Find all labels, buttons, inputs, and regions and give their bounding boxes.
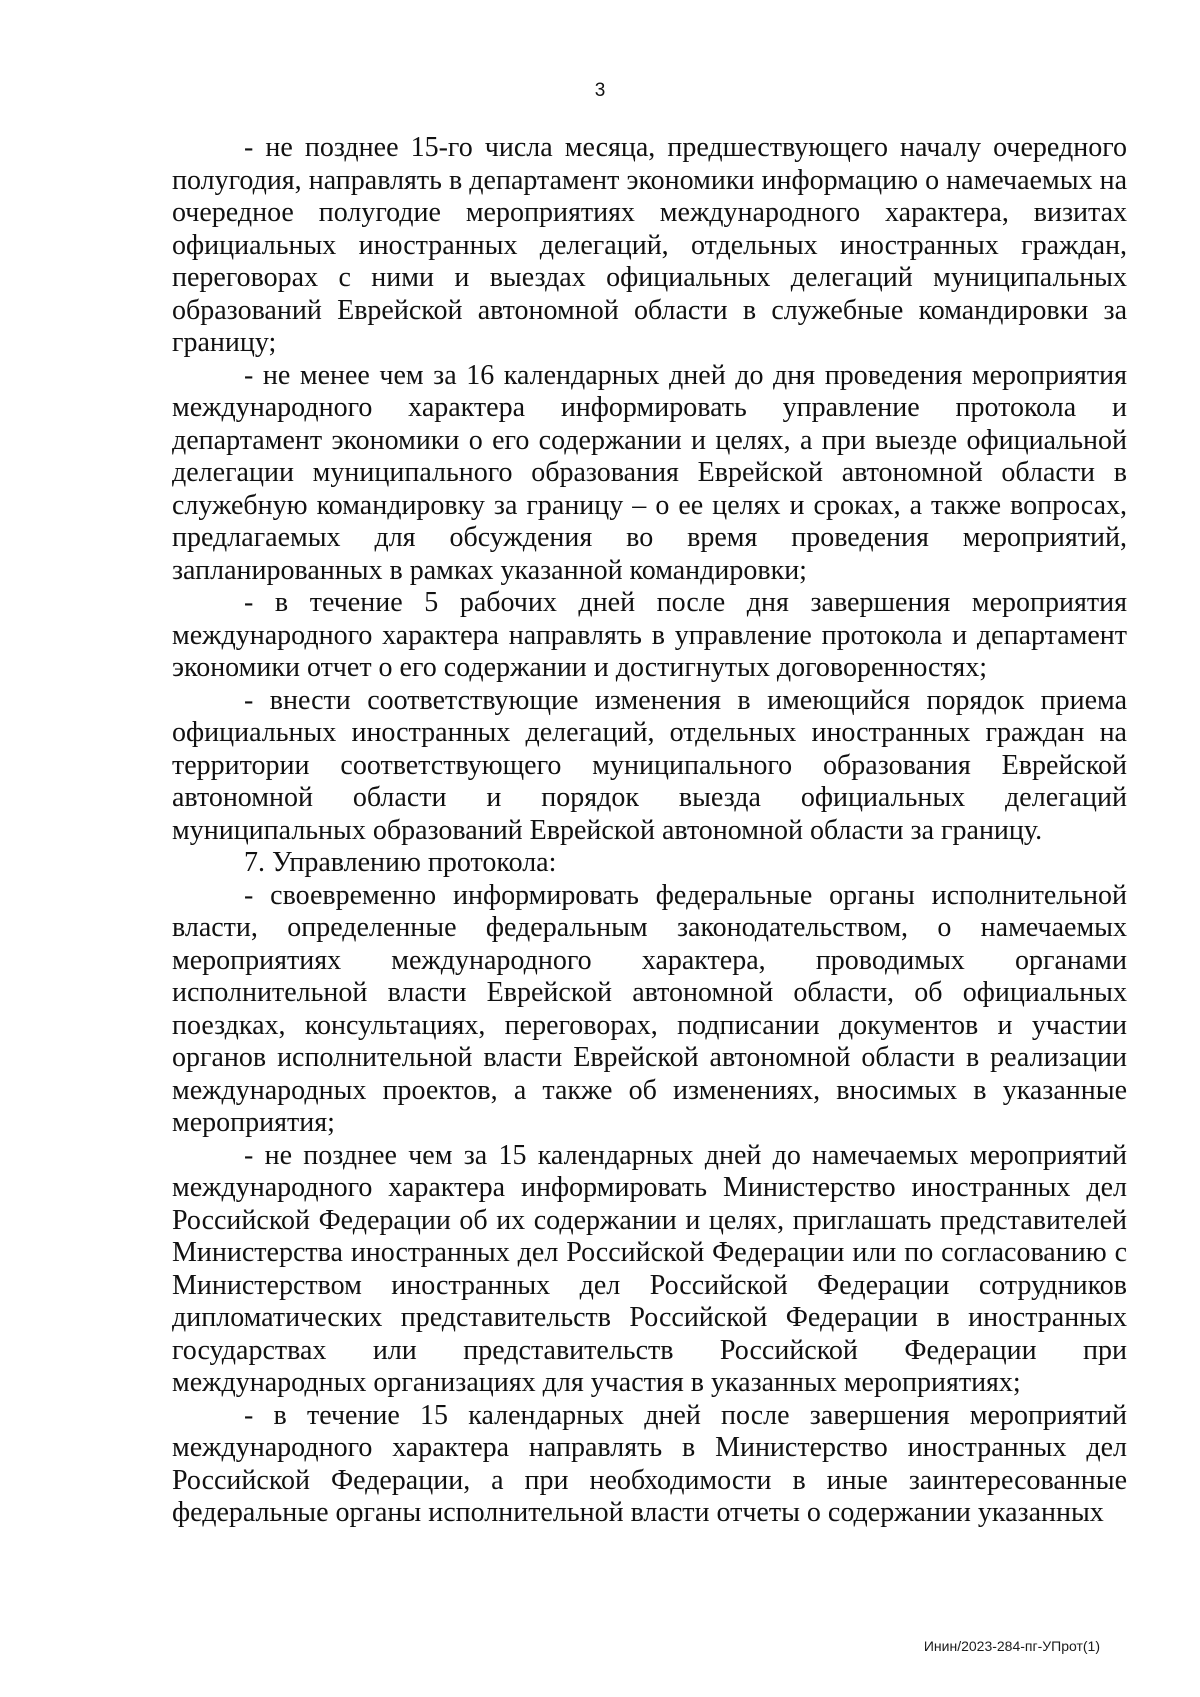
paragraph-15-days-mfa: - не позднее чем за 15 календарных дней до намечаемых мероприятий международного характера информировать Министерство иностранных дел Российской Федерации об их содержании и целях, приглашать представителей Министерства иностранных дел Российской Федерации или по согласованию с Министерством иностранных дел Российской Федерации сотрудников дипломатических представительств Российской Федерации в иностранных государствах или представительств Российской Федерации при международных организациях для участия в указанных мероприятиях; bbox=[172, 1139, 1127, 1398]
section-heading-protocol: 7. Управлению протокола: bbox=[244, 847, 557, 878]
page-number: 3 bbox=[594, 80, 606, 101]
paragraph-5-days-report: - в течение 5 рабочих дней после дня завершения мероприятия международного характера направлять в управление протокола и департамент экономики отчет о его содержании и достигнутых договоренностях; bbox=[172, 587, 1127, 683]
paragraph-amend-procedure: - внести соответствующие изменения в имеющийся порядок приема официальных иностранных делегаций, отдельных иностранных граждан на территории соответствующего муниципального образования Еврейской автономной области и порядок выезда официальных делегаций муниципальных образований Еврейской автономной области за границу. bbox=[172, 684, 1127, 846]
paragraph-16-days-notice: - не менее чем за 16 календарных дней до дня проведения мероприятия международного характера информировать управление протокола и департамент экономики о его содержании и целях, а при выезде официальной делегации муниципального образования Еврейской автономной области в служебную командировку за границу – о ее целях и сроках, а также вопросах, предлагаемых для обсуждения во время проведения мероприятий, запланированных в рамках указанной командировки; bbox=[172, 359, 1127, 586]
paragraph-deadline-15th: - не позднее 15-го числа месяца, предшествующего началу очередного полугодия, направлять в департамент экономики информацию о намечаемых на очередное полугодие мероприятиях международного характера, визитах официальных иностранных делегаций, отдельных иностранных граждан, переговорах с ними и выездах официальных делегаций муниципальных образований Еврейской автономной области в служебные командировки за границу; bbox=[172, 132, 1127, 358]
paragraph-inform-federal: - своевременно информировать федеральные органы исполнительной власти, определенные федеральным законодательством, о намечаемых мероприятиях международного характера, проводимых органами исполнительной власти Еврейской автономной области, об официальных поездках, консультациях, переговорах, подписании документов и участии органов исполнительной власти Еврейской автономной области в реализации международных проектов, а также об изменениях, вносимых в указанные мероприятия; bbox=[172, 879, 1127, 1138]
document-body bbox=[172, 132, 1127, 1530]
document-code: Инин/2023-284-пг-УПрот(1) bbox=[923, 1638, 1100, 1654]
paragraph-15-days-report-mfa: - в течение 15 календарных дней после завершения мероприятий международного характера направлять в Министерство иностранных дел Российской Федерации, а при необходимости в иные заинтересованные федеральные органы исполнительной власти отчеты о содержании указанных bbox=[172, 1399, 1127, 1528]
